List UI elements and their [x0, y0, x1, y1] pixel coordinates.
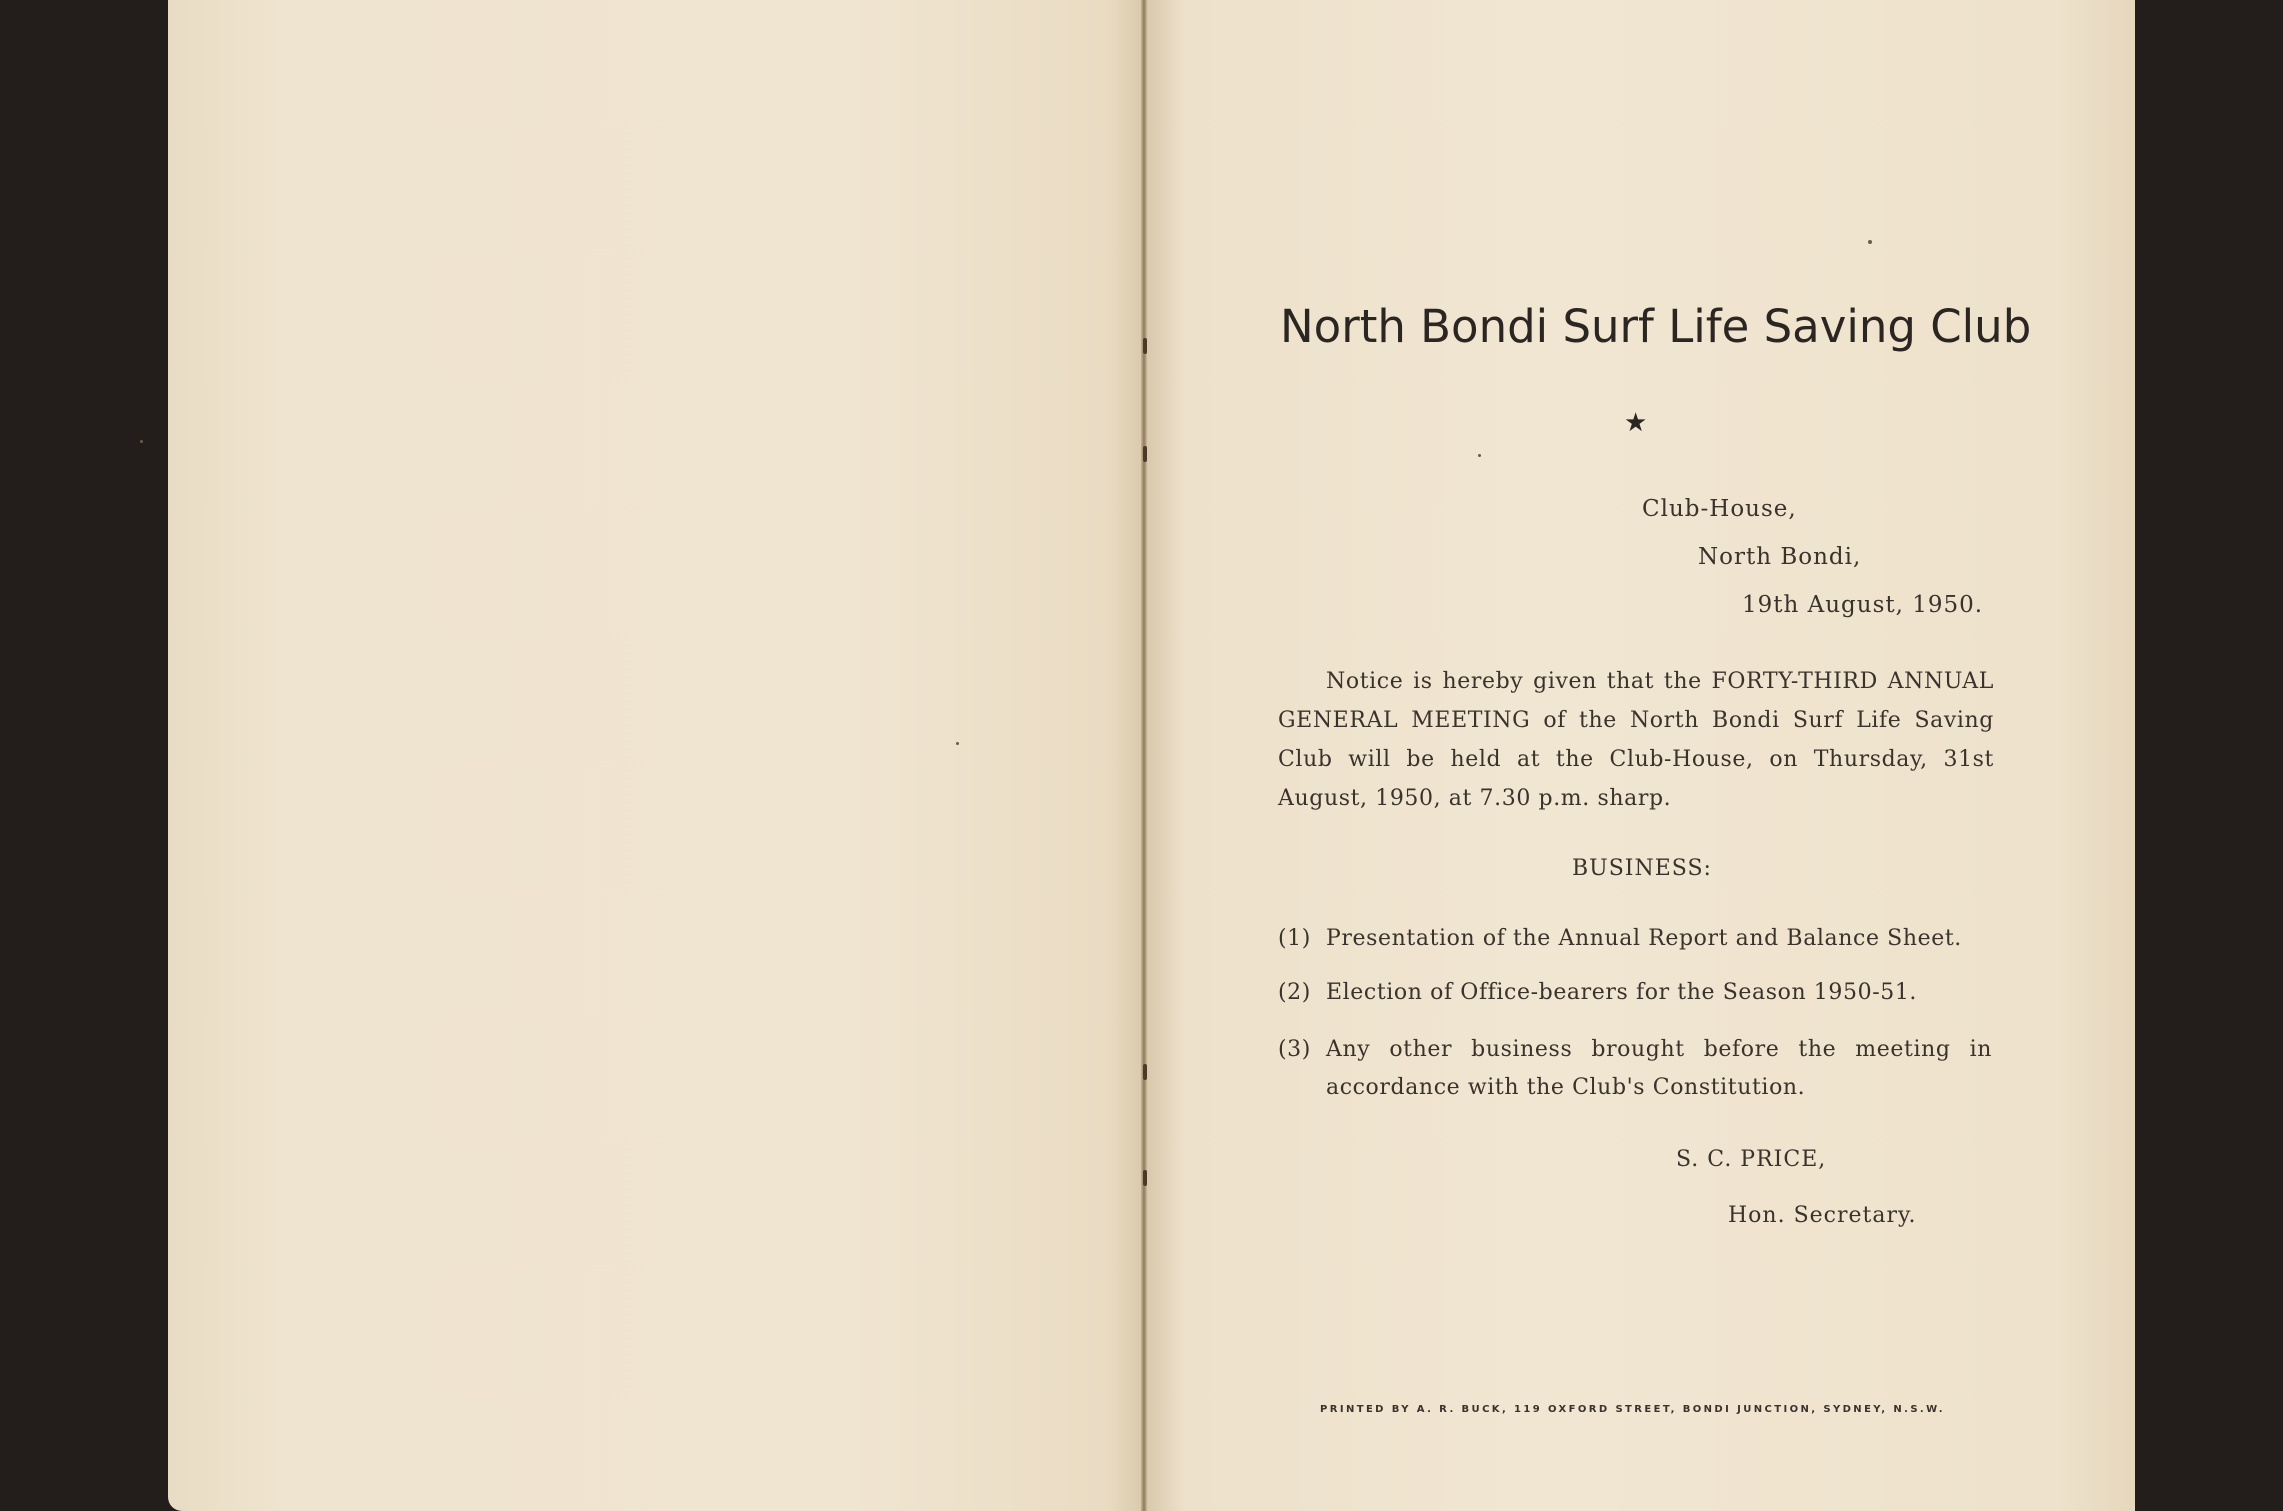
address-line-1: Club-House, — [1642, 496, 1797, 522]
paper-speck — [956, 742, 959, 745]
notice-date: 19th August, 1950. — [1742, 592, 1984, 618]
business-item — [1278, 1031, 1992, 1107]
left-blank-page — [168, 0, 1145, 1511]
meeting-notice — [1278, 662, 1994, 818]
star-icon: ★ — [1624, 408, 1648, 438]
paper-speck — [1478, 454, 1481, 457]
printer-imprint: PRINTED BY A. R. BUCK, 119 OXFORD STREET, BONDI JUNCTION, SYDNEY, N.S.W. — [1320, 1404, 1945, 1415]
paper-speck — [140, 440, 143, 443]
paper-speck — [1868, 240, 1872, 244]
business-item-text: Election of Office-bearers for the Season 1950-51. — [1326, 980, 1918, 1005]
club-title: North Bondi Surf Life Saving Club — [1280, 300, 2032, 353]
book-spine — [1141, 0, 1147, 1511]
binding-stitch — [1143, 338, 1147, 354]
business-item — [1278, 920, 1992, 958]
business-item — [1278, 974, 1992, 1012]
binding-stitch — [1143, 1170, 1147, 1186]
business-heading: BUSINESS: — [1572, 856, 1712, 881]
business-item-number: (1) — [1278, 926, 1311, 951]
binding-stitch — [1143, 1064, 1147, 1080]
binding-stitch — [1143, 446, 1147, 462]
business-item-number: (2) — [1278, 980, 1311, 1005]
signatory-name: S. C. PRICE, — [1676, 1147, 1827, 1172]
signatory-role: Hon. Secretary. — [1728, 1203, 1917, 1228]
business-item-text: Presentation of the Annual Report and Balance Sheet. — [1326, 926, 1962, 951]
meeting-notice-text: Notice is hereby given that the FORTY-THIRD ANNUAL GENERAL MEETING of the North Bondi Surf Life Saving Club will be held at the Club-House, on Thursday, 31st August, 1950, at 7.30 p.m. sharp. — [1278, 669, 1994, 811]
business-item-text: Any other business brought before the meeting in accordance with the Club's Constitution. — [1326, 1037, 1992, 1100]
address-line-2: North Bondi, — [1698, 544, 1862, 570]
business-item-number: (3) — [1278, 1037, 1311, 1062]
